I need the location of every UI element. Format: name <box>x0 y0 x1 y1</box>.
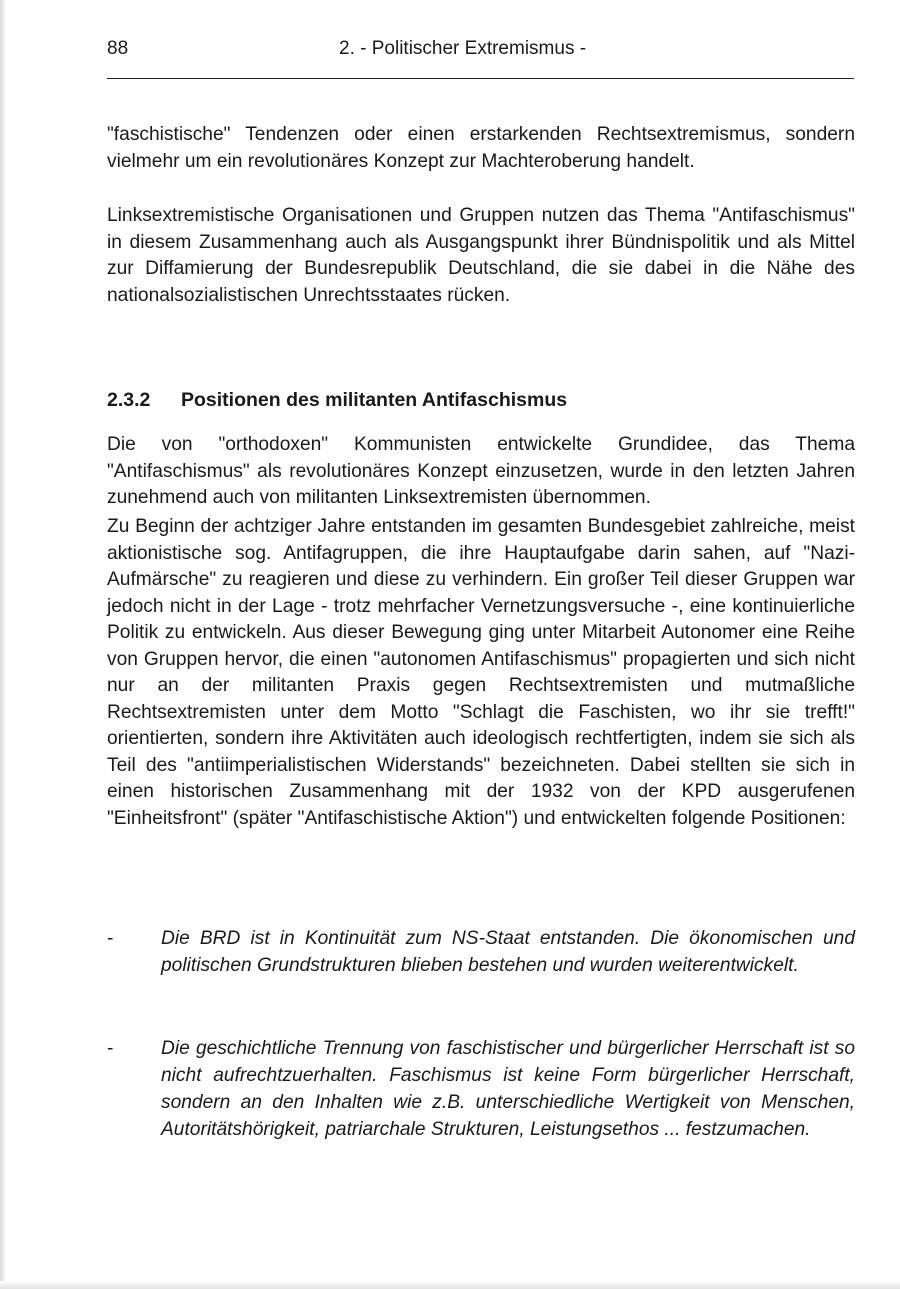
page-edge-shadow <box>0 0 6 1289</box>
paragraph-buendnispolitik: Linksextremistische Organisationen und Gruppen nutzen das Thema "Antifaschismus" in diesem Zusammenhang auch als Ausgangspunkt ihrer Bündnispolitik und als Mittel zur Diffamierung der Bundesrepublik Deutschland, die sie dabei in die Nähe des nationalsozialistischen Unrechtsstaates rücken. <box>107 205 855 306</box>
position-list-1 <box>107 925 855 979</box>
section-heading <box>107 386 855 414</box>
list-item <box>107 925 855 979</box>
page-number: 88 <box>107 38 129 59</box>
list-item <box>107 1035 855 1143</box>
page-header <box>107 38 857 68</box>
paragraph-continuation: "faschistische" Tendenzen oder einen erstarkenden Rechtsextremismus, sondern vielmehr um ein revolutionäres Konzept zur Machteroberung handelt. <box>107 124 855 172</box>
page-bottom-shadow <box>0 1281 900 1289</box>
bullet-dash: - <box>107 928 114 949</box>
paragraph-grundidee: Die von "orthodoxen" Kommunisten entwickelte Grundidee, das Thema "Antifaschismus" als revolutionäres Konzept einzusetzen, wurde in den letzten Jahren zunehmend auch von militanten Linksextremisten übernommen. <box>107 434 855 508</box>
position-list-2 <box>107 1035 855 1143</box>
section-number: 2.3.2 <box>107 389 151 411</box>
bullet-dash: - <box>107 1038 114 1059</box>
bullet-text: Die geschichtliche Trennung von faschistischer und bürgerlicher Herrschaft ist so nicht aufrechtzuerhalten. Faschismus ist keine Form bürgerlicher Herrschaft, sondern an den Inhalten wie z.B. unterschiedliche Wertigkeit von Menschen, Autoritätshörigkeit, patriarchale Strukturen, Leistungsethos ... festzumachen. <box>161 1038 855 1140</box>
running-title: 2. - Politischer Extremismus - <box>339 38 587 59</box>
header-rule <box>107 78 854 79</box>
section-title: Positionen des militanten Antifaschismus <box>181 389 568 411</box>
paragraph-antifagruppen: Zu Beginn der achtziger Jahre entstanden im gesamten Bundesgebiet zahlreiche, meist aktionistische sog. Antifagruppen, die ihre Hauptaufgabe darin sahen, auf "Nazi-Aufmärsche" zu reagieren und diese zu verhindern. Ein großer Teil dieser Gruppen war jedoch nicht in der Lage - trotz mehrfacher Vernetzungsversuche -, eine kontinuierliche Politik zu entwickeln. Aus dieser Bewegung ging unter Mitarbeit Autonomer eine Reihe von Gruppen hervor, die einen "autonomen Antifaschismus" propagierten und sich nicht nur an der militanten Praxis gegen Rechtsextremisten und mutmaßliche Rechtsextremisten unter dem Motto "Schlagt die Faschisten, wo ihr sie trefft!" orientierten, sondern ihre Aktivitäten auch ideologisch rechtfertigten, indem sie sich als Teil des "antiimperialistischen Widerstands" bezeichneten. Dabei stellten sie sich in einen historischen Zusammenhang mit der 1932 von der KPD ausgerufenen "Einheitsfront" (später "Antifaschistische Aktion") und entwickelten folgende Positionen: <box>107 516 855 829</box>
bullet-text: Die BRD ist in Kontinuität zum NS-Staat entstanden. Die ökonomischen und politischen Grundstrukturen blieben bestehen und wurden weiterentwickelt. <box>161 928 855 976</box>
